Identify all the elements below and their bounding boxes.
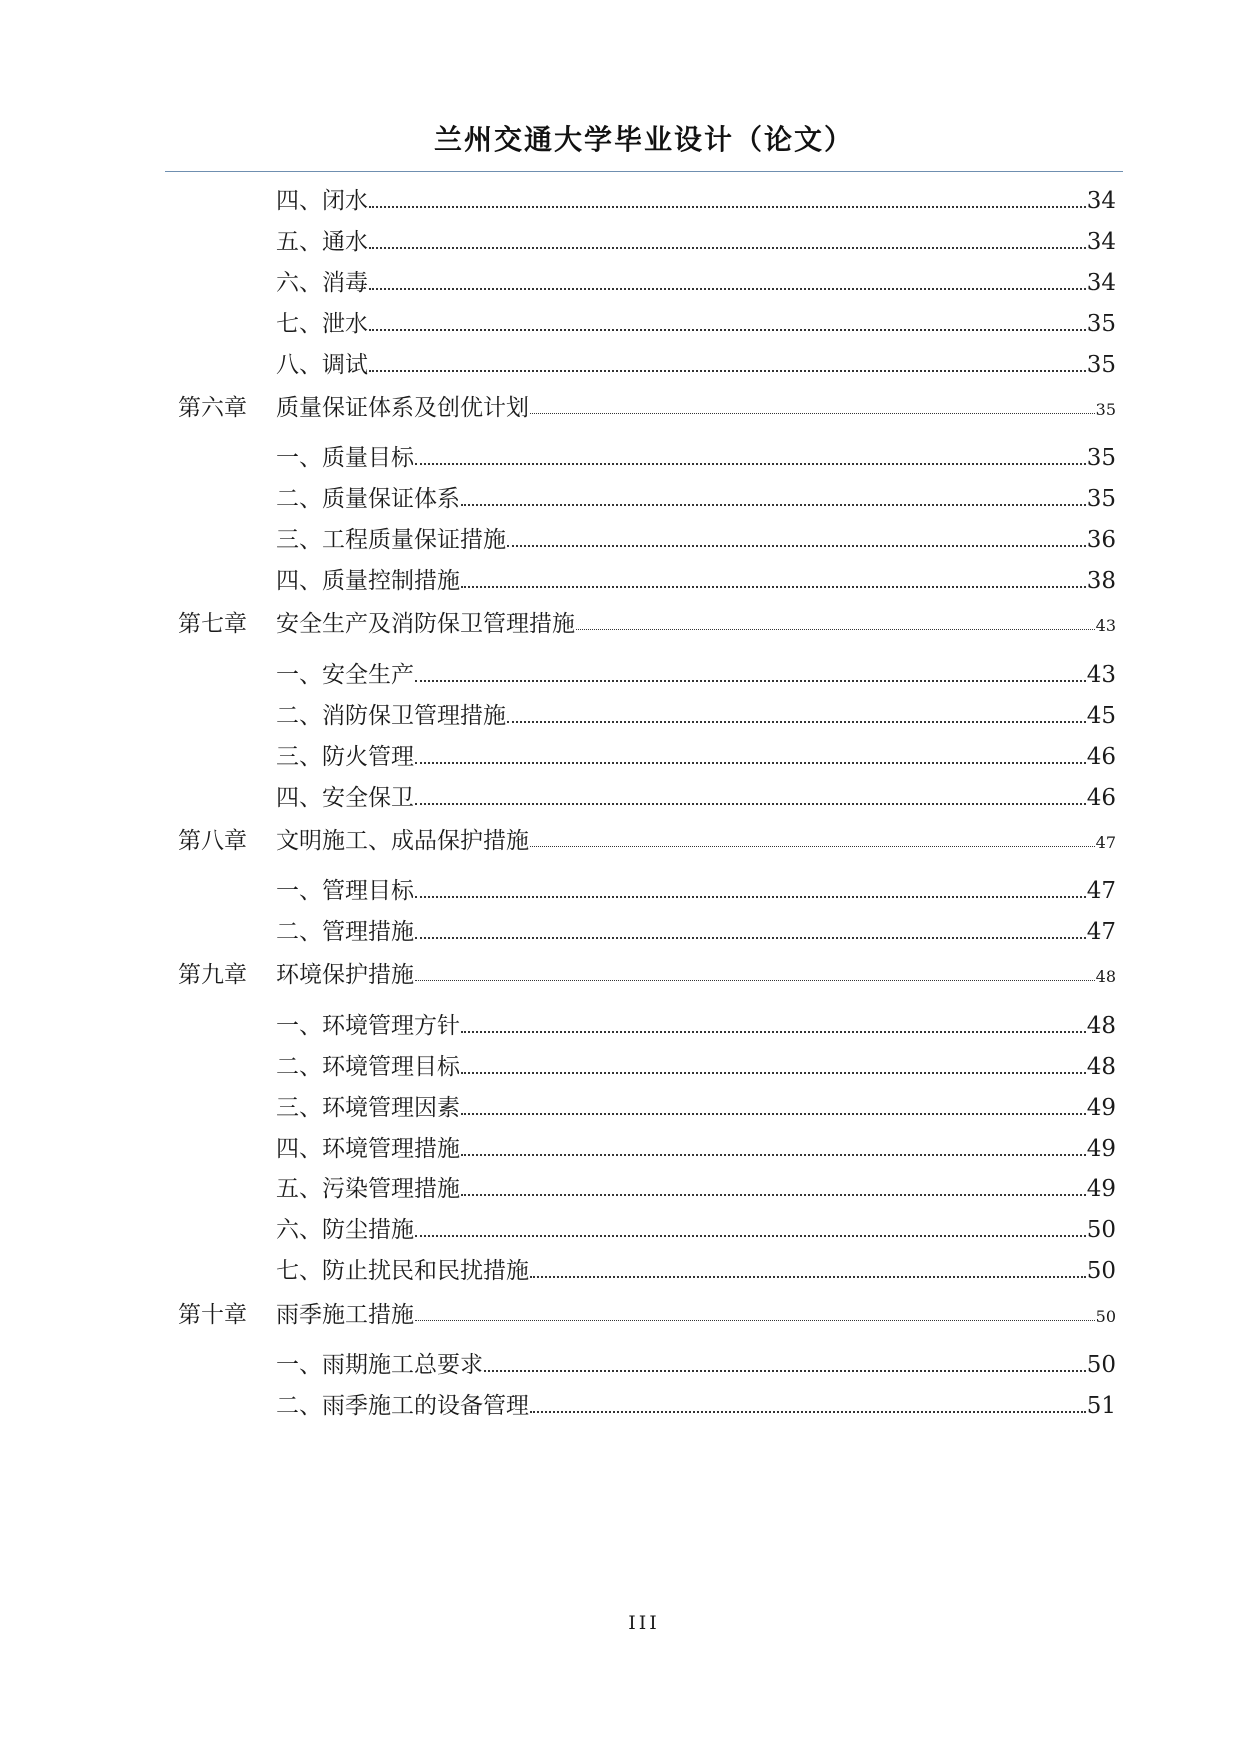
toc-dot-leader bbox=[415, 779, 1086, 813]
toc-entry-page: 45 bbox=[1086, 703, 1116, 729]
toc-dot-leader bbox=[415, 872, 1086, 906]
toc-entry-number: 二、 bbox=[276, 486, 322, 512]
toc-entry-number: 一、 bbox=[276, 878, 322, 904]
toc-entry-page: 34 bbox=[1086, 188, 1116, 214]
toc-entry-page: 34 bbox=[1086, 229, 1116, 255]
toc-entry-number: 八、 bbox=[276, 352, 322, 378]
toc-entry-page: 48 bbox=[1095, 967, 1116, 986]
toc-dot-leader bbox=[369, 264, 1086, 298]
toc-entry-page: 51 bbox=[1086, 1393, 1116, 1419]
toc-entry-title: 通水 bbox=[322, 229, 368, 255]
toc-section-entry[interactable] bbox=[276, 1252, 1116, 1286]
toc-entry-number: 六、 bbox=[276, 1217, 322, 1243]
toc-entry-number: 二、 bbox=[276, 919, 322, 945]
toc-section-entry[interactable] bbox=[276, 521, 1116, 555]
toc-entry-number: 一、 bbox=[276, 662, 322, 688]
toc-entry-number: 五、 bbox=[276, 229, 322, 255]
toc-entry-number: 二、 bbox=[276, 1393, 322, 1419]
toc-section-entry[interactable] bbox=[276, 1170, 1116, 1204]
toc-dot-leader bbox=[415, 738, 1086, 772]
toc-entry-page: 49 bbox=[1086, 1176, 1116, 1202]
toc-section-entry[interactable] bbox=[276, 738, 1116, 772]
toc-entry-page: 49 bbox=[1086, 1136, 1116, 1162]
toc-entry-page: 47 bbox=[1095, 833, 1116, 852]
toc-section-entry[interactable] bbox=[276, 562, 1116, 596]
toc-entry-page: 49 bbox=[1086, 1095, 1116, 1121]
toc-dot-leader bbox=[415, 913, 1086, 947]
toc-entry-page: 50 bbox=[1086, 1217, 1116, 1243]
toc-dot-leader bbox=[415, 956, 1095, 990]
toc-entry-number: 七、 bbox=[276, 1258, 322, 1284]
toc-entry-number: 四、 bbox=[276, 785, 322, 811]
toc-entry-number: 一、 bbox=[276, 1352, 322, 1378]
toc-entry-number: 一、 bbox=[276, 445, 322, 471]
toc-section-entry[interactable] bbox=[276, 1130, 1116, 1164]
toc-entry-page: 47 bbox=[1086, 919, 1116, 945]
toc-dot-leader bbox=[369, 305, 1086, 339]
toc-entry-title: 环境保护措施 bbox=[276, 962, 414, 988]
toc-entry-title: 安全生产及消防保卫管理措施 bbox=[276, 611, 575, 637]
toc-dot-leader bbox=[461, 1170, 1086, 1204]
toc-entry-title: 管理措施 bbox=[322, 919, 414, 945]
toc-entry-title: 闭水 bbox=[322, 188, 368, 214]
toc-dot-leader bbox=[461, 1007, 1086, 1041]
toc-entry-page: 35 bbox=[1095, 400, 1116, 419]
toc-entry-title: 防尘措施 bbox=[322, 1217, 414, 1243]
toc-entry-number: 三、 bbox=[276, 1095, 322, 1121]
toc-section-entry[interactable] bbox=[276, 1211, 1116, 1245]
toc-entry-title: 雨季施工的设备管理 bbox=[322, 1393, 529, 1419]
toc-entry-page: 46 bbox=[1086, 744, 1116, 770]
toc-entry-title: 质量控制措施 bbox=[322, 568, 460, 594]
toc-section-entry[interactable] bbox=[276, 346, 1116, 380]
toc-entry-page: 38 bbox=[1086, 568, 1116, 594]
toc-entry-title: 质量保证体系及创优计划 bbox=[276, 395, 529, 421]
toc-dot-leader bbox=[530, 1252, 1086, 1286]
toc-entry-title: 防止扰民和民扰措施 bbox=[322, 1258, 529, 1284]
toc-dot-leader bbox=[415, 1296, 1095, 1330]
toc-dot-leader bbox=[461, 1089, 1086, 1123]
toc-entry-number: 六、 bbox=[276, 270, 322, 296]
toc-chapter-entry[interactable] bbox=[178, 822, 1116, 856]
toc-dot-leader bbox=[530, 1387, 1086, 1421]
toc-dot-leader bbox=[461, 562, 1086, 596]
toc-entry-title: 环境管理目标 bbox=[322, 1054, 460, 1080]
toc-entry-number: 四、 bbox=[276, 568, 322, 594]
toc-chapter-entry[interactable] bbox=[178, 956, 1116, 990]
toc-section-entry[interactable] bbox=[276, 1346, 1116, 1380]
toc-entry-page: 50 bbox=[1095, 1307, 1116, 1326]
toc-entry-title: 环境管理因素 bbox=[322, 1095, 460, 1121]
toc-entry-title: 文明施工、成品保护措施 bbox=[276, 828, 529, 854]
toc-entry-number: 第七章 bbox=[178, 611, 247, 637]
toc-dot-leader bbox=[415, 439, 1086, 473]
toc-section-entry[interactable] bbox=[276, 1048, 1116, 1082]
toc-entry-title: 防火管理 bbox=[322, 744, 414, 770]
toc-entry-number: 四、 bbox=[276, 1136, 322, 1162]
toc-entry-number: 第八章 bbox=[178, 828, 247, 854]
toc-entry-page: 35 bbox=[1086, 486, 1116, 512]
toc-entry-page: 48 bbox=[1086, 1013, 1116, 1039]
toc-section-entry[interactable] bbox=[276, 264, 1116, 298]
toc-entry-page: 50 bbox=[1086, 1352, 1116, 1378]
toc-section-entry[interactable] bbox=[276, 872, 1116, 906]
page-header-title: 兰州交通大学毕业设计（论文） bbox=[433, 123, 854, 156]
toc-entry-page: 35 bbox=[1086, 352, 1116, 378]
toc-section-entry[interactable] bbox=[276, 779, 1116, 813]
toc-section-entry[interactable] bbox=[276, 1007, 1116, 1041]
toc-entry-title: 消毒 bbox=[322, 270, 368, 296]
toc-entry-page: 35 bbox=[1086, 445, 1116, 471]
toc-dot-leader bbox=[507, 697, 1086, 731]
toc-entry-page: 46 bbox=[1086, 785, 1116, 811]
toc-entry-page: 50 bbox=[1086, 1258, 1116, 1284]
toc-dot-leader bbox=[461, 480, 1086, 514]
toc-entry-page: 43 bbox=[1095, 616, 1116, 635]
toc-entry-page: 48 bbox=[1086, 1054, 1116, 1080]
toc-dot-leader bbox=[507, 521, 1086, 555]
toc-entry-title: 雨期施工总要求 bbox=[322, 1352, 483, 1378]
toc-entry-title: 安全生产 bbox=[322, 662, 414, 688]
toc-section-entry[interactable] bbox=[276, 480, 1116, 514]
toc-entry-title: 质量目标 bbox=[322, 445, 414, 471]
toc-entry-page: 36 bbox=[1086, 527, 1116, 553]
toc-chapter-entry[interactable] bbox=[178, 389, 1116, 423]
toc-entry-number: 第六章 bbox=[178, 395, 247, 421]
toc-section-entry[interactable] bbox=[276, 182, 1116, 216]
toc-section-entry[interactable] bbox=[276, 223, 1116, 257]
toc-entry-title: 质量保证体系 bbox=[322, 486, 460, 512]
toc-dot-leader bbox=[369, 223, 1086, 257]
toc-entry-number: 五、 bbox=[276, 1176, 322, 1202]
toc-entry-number: 一、 bbox=[276, 1013, 322, 1039]
toc-entry-title: 安全保卫 bbox=[322, 785, 414, 811]
toc-entry-number: 第十章 bbox=[178, 1302, 247, 1328]
toc-entry-title: 泄水 bbox=[322, 311, 368, 337]
toc-dot-leader bbox=[530, 822, 1095, 856]
toc-entry-number: 四、 bbox=[276, 188, 322, 214]
toc-entry-title: 管理目标 bbox=[322, 878, 414, 904]
toc-entry-page: 35 bbox=[1086, 311, 1116, 337]
toc-chapter-entry[interactable] bbox=[178, 605, 1116, 639]
toc-section-entry[interactable] bbox=[276, 656, 1116, 690]
toc-chapter-entry[interactable] bbox=[178, 1296, 1116, 1330]
toc-entry-title: 消防保卫管理措施 bbox=[322, 703, 506, 729]
toc-dot-leader bbox=[484, 1346, 1086, 1380]
toc-section-entry[interactable] bbox=[276, 1387, 1116, 1421]
toc-dot-leader bbox=[461, 1048, 1086, 1082]
toc-section-entry[interactable] bbox=[276, 1089, 1116, 1123]
toc-entry-title: 环境管理措施 bbox=[322, 1136, 460, 1162]
toc-section-entry[interactable] bbox=[276, 305, 1116, 339]
toc-entry-page: 34 bbox=[1086, 270, 1116, 296]
toc-dot-leader bbox=[461, 1130, 1086, 1164]
toc-dot-leader bbox=[576, 605, 1095, 639]
toc-entry-title: 污染管理措施 bbox=[322, 1176, 460, 1202]
toc-entry-number: 第九章 bbox=[178, 962, 247, 988]
toc-section-entry[interactable] bbox=[276, 439, 1116, 473]
toc-entry-number: 七、 bbox=[276, 311, 322, 337]
toc-entry-title: 雨季施工措施 bbox=[276, 1302, 414, 1328]
toc-dot-leader bbox=[415, 656, 1086, 690]
toc-dot-leader bbox=[369, 182, 1086, 216]
toc-entry-title: 工程质量保证措施 bbox=[322, 527, 506, 553]
toc-entry-number: 二、 bbox=[276, 1054, 322, 1080]
toc-dot-leader bbox=[530, 389, 1095, 423]
toc-dot-leader bbox=[369, 346, 1086, 380]
toc-entry-title: 调试 bbox=[322, 352, 368, 378]
toc-section-entry[interactable] bbox=[276, 697, 1116, 731]
toc-section-entry[interactable] bbox=[276, 913, 1116, 947]
toc-entry-page: 47 bbox=[1086, 878, 1116, 904]
toc-entry-number: 三、 bbox=[276, 744, 322, 770]
toc-entry-title: 环境管理方针 bbox=[322, 1013, 460, 1039]
toc-entry-number: 二、 bbox=[276, 703, 322, 729]
toc-dot-leader bbox=[415, 1211, 1086, 1245]
toc-entry-page: 43 bbox=[1086, 662, 1116, 688]
page-number: III bbox=[628, 1612, 660, 1634]
toc-entry-number: 三、 bbox=[276, 527, 322, 553]
